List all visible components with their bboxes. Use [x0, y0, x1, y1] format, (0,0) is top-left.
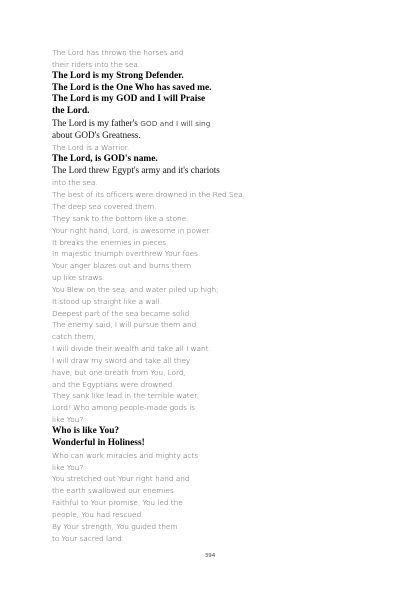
text-line: In majestic triumph overthrew Your foes.	[52, 249, 201, 259]
text-line: like You?	[52, 462, 84, 472]
text-line: into the sea.	[52, 178, 98, 188]
text-line: have, but one breath from You, Lord,	[52, 367, 186, 377]
text-line: The deep sea covered them.	[52, 201, 157, 211]
text-line: Who can work miracles and mighty acts	[52, 450, 199, 460]
text-line-light-part: GOD and I will sing	[137, 119, 211, 129]
text-line: It breaks the enemies in pieces.	[52, 237, 169, 247]
text-line-serif-part: The Lord is my father's	[52, 118, 138, 129]
text-line: The Lord is the One Who has saved me.	[52, 82, 212, 93]
text-line: The enemy said, I will pursue them and	[52, 320, 197, 330]
text-line: You stretched out Your right hand and	[52, 474, 190, 484]
text-line: and the Egyptians were drowned.	[52, 379, 175, 389]
text-line: Wonderful in Holiness!	[52, 437, 145, 448]
text-line: up like straws.	[52, 273, 105, 283]
text-line: their riders into the sea.	[52, 59, 141, 69]
text-line	[52, 118, 392, 130]
text-line: The Lord, is GOD's name.	[52, 153, 158, 164]
text-line: The Lord is my Strong Defender.	[52, 70, 184, 81]
text-line: Lord! Who among people-made gods is	[52, 403, 196, 413]
text-line: The Lord has thrown the horses and	[52, 48, 184, 57]
text-line: The Lord is my GOD and I will Praise	[52, 94, 206, 105]
text-line: The Lord is a Warrior.	[52, 142, 130, 152]
text-line: They sank to the bottom like a stone.	[52, 213, 189, 223]
text-line: Who is like You?	[52, 426, 120, 436]
text-line: Your right hand, Lord, is awesome in power.	[52, 225, 211, 235]
text-line: catch them,	[52, 332, 96, 342]
text-line: the Lord.	[52, 106, 90, 117]
text-line: the earth swallowed our enemies.	[52, 486, 176, 496]
text-line: I will divide their wealth and take all I want.	[52, 344, 211, 354]
page-number: 394	[204, 553, 216, 559]
text-line: They sank like lead in the terrible water.	[52, 391, 199, 401]
text-line: Deepest part of the sea became solid.	[52, 308, 192, 318]
text-line: about GOD's Greatness.	[52, 129, 141, 140]
verse-text-block	[52, 47, 392, 544]
text-line: The Lord threw Egypt's army and it's chariots	[52, 165, 220, 176]
text-line: By Your strength, You guided them	[52, 521, 178, 531]
text-line: like You?	[52, 415, 84, 425]
text-line: I will draw my sword and take all they	[52, 355, 191, 365]
text-line: people, You had rescued.	[52, 509, 144, 519]
text-line: Faithful to Your promise, You led the	[52, 498, 183, 508]
text-line: Your anger blazes out and burns them	[52, 261, 192, 271]
text-line: to Your sacred land.	[52, 533, 125, 543]
text-line: You Blew on the sea, and water piled up high;	[52, 284, 219, 294]
text-line: It stood up straight like a wall.	[52, 296, 162, 306]
text-line: The best of its officers were drowned in the Red Sea.	[52, 190, 245, 200]
